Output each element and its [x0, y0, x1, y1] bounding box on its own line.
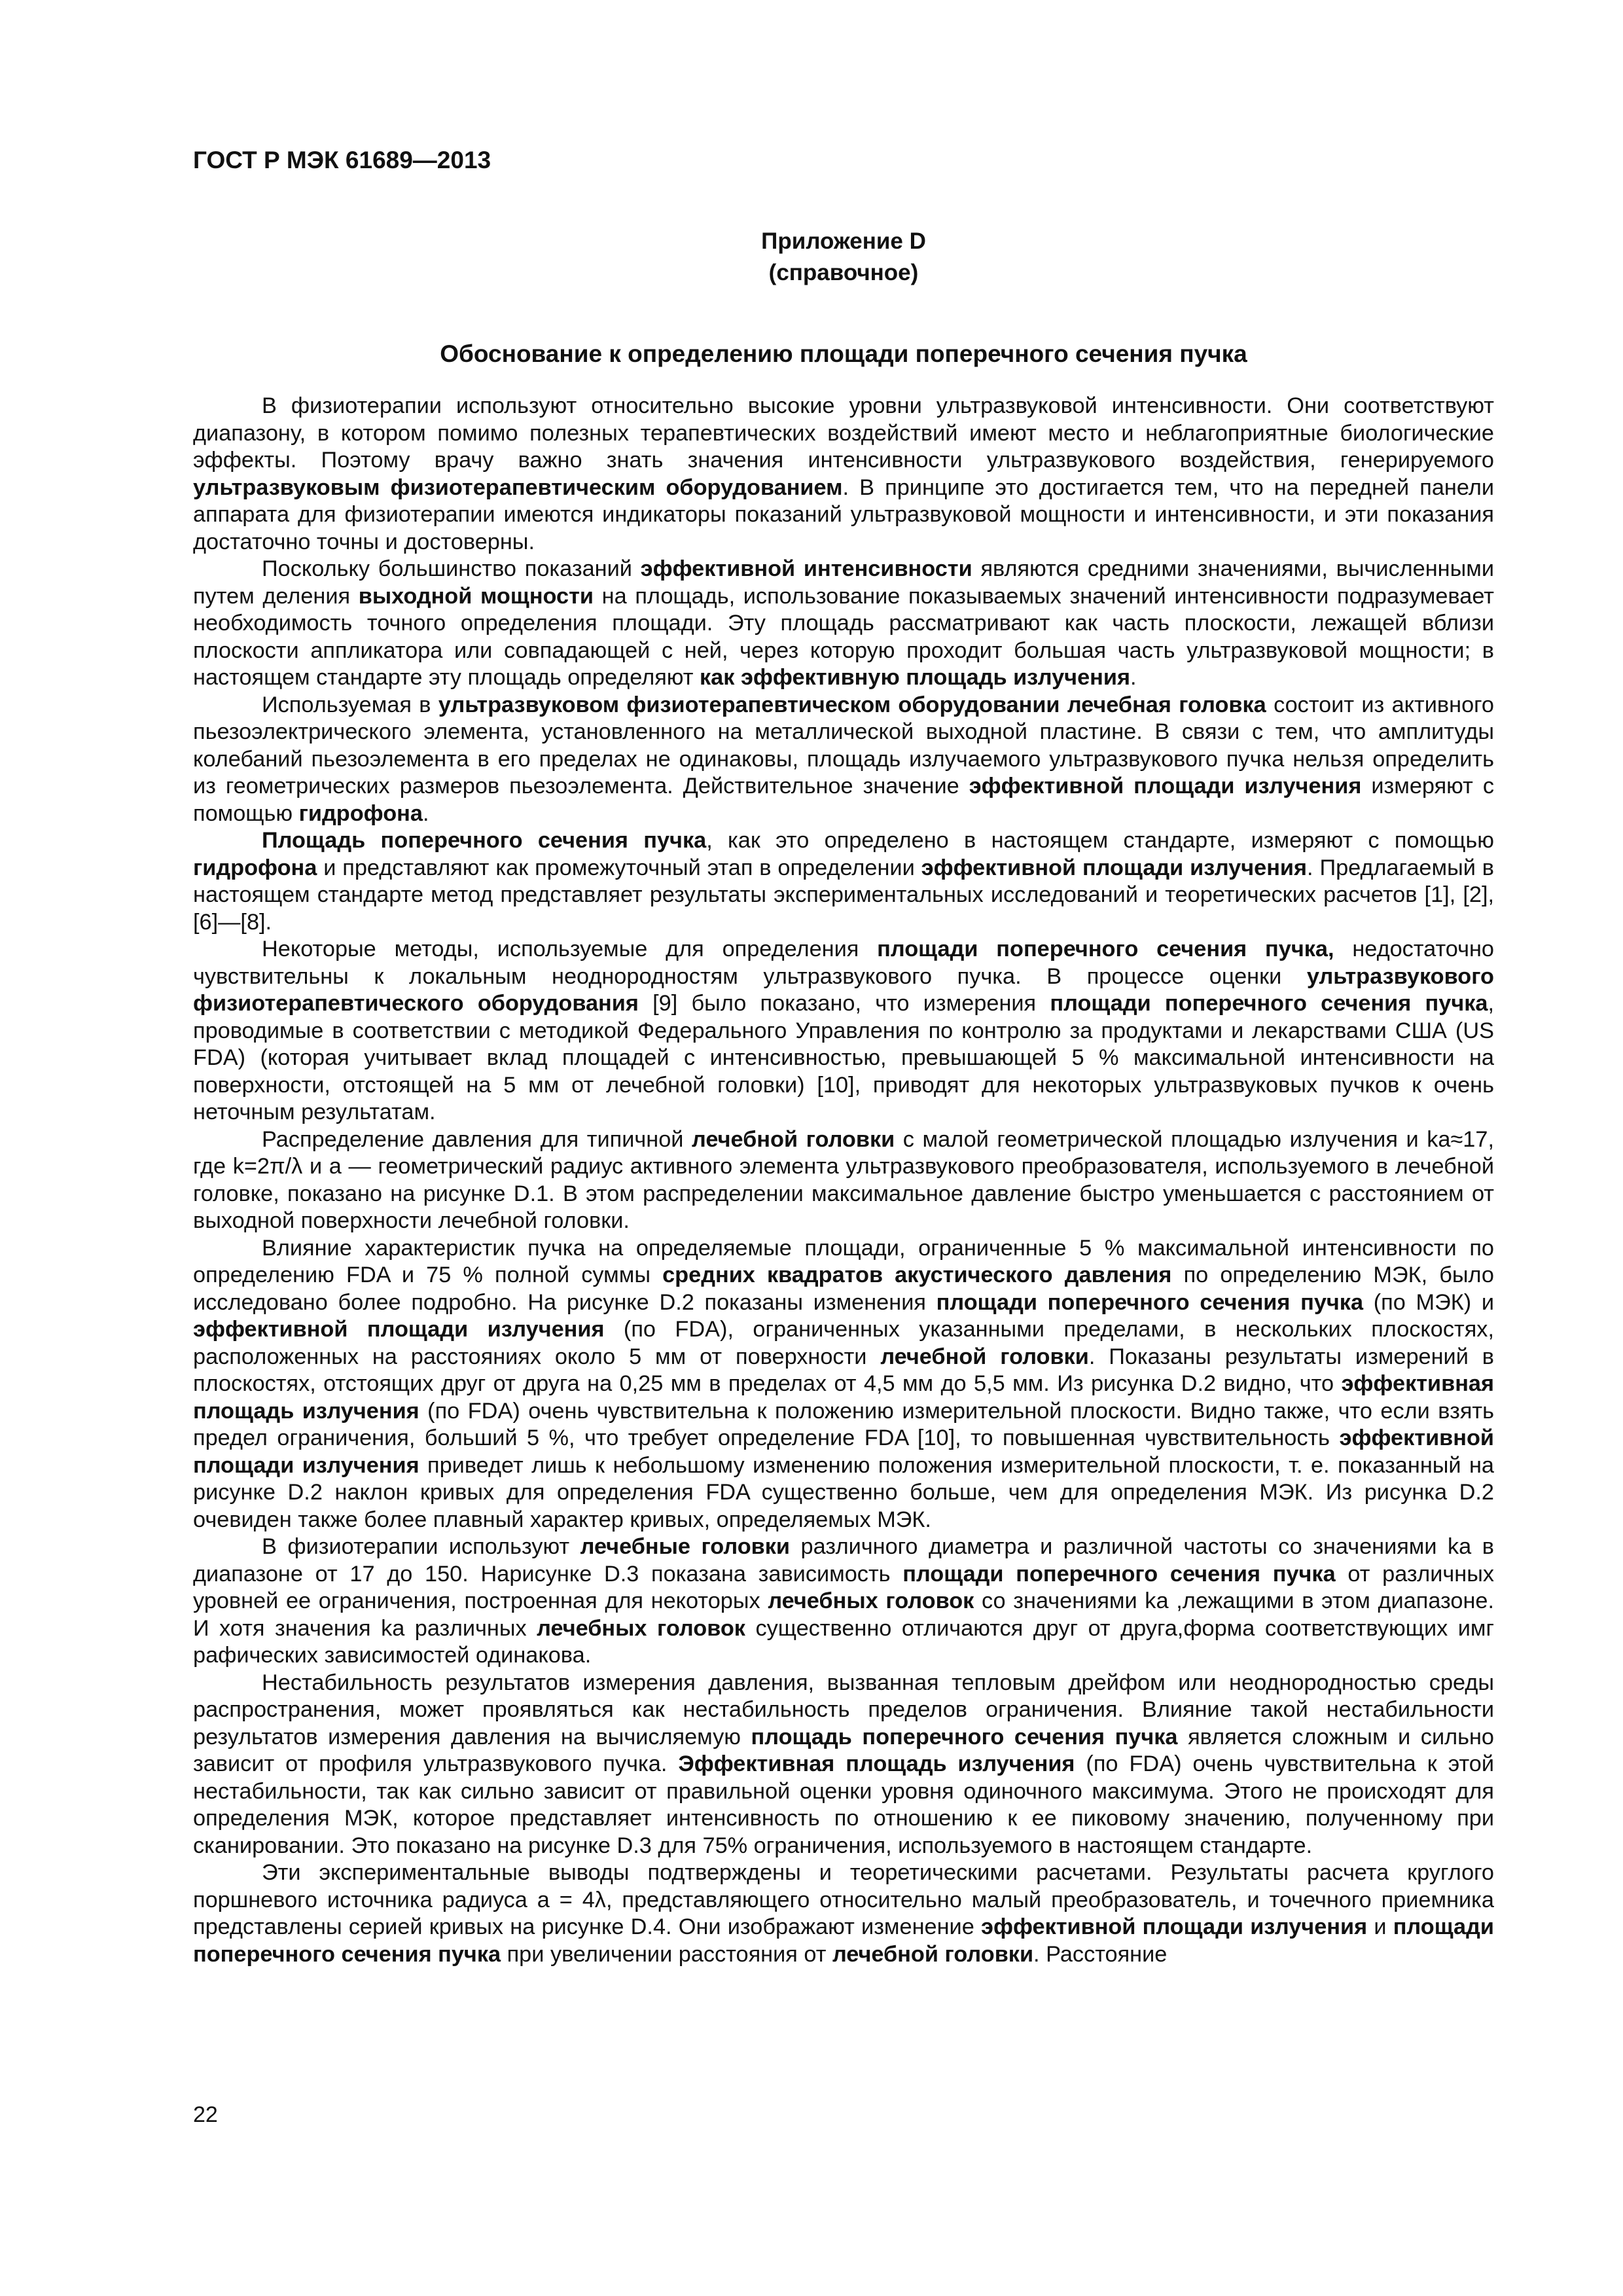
- page-number: 22: [193, 2102, 218, 2127]
- bold-term: лечебной головки: [692, 1126, 895, 1152]
- text-run: Нестабильность результатов измерения давления, вызванная тепловым дрейфом или неоднородностью среды распространения, может проявляться как нестабильность пределов ограничения. Влияние такой нестабильности результатов измерения давления на вычисляемую: [193, 1670, 1494, 1749]
- paragraph: [193, 1126, 1494, 1235]
- paragraph: [193, 1670, 1494, 1860]
- text-run: Эти экспериментальные выводы подтверждены и теоретическими расчетами. Результаты расчета круглого поршневого источника радиуса a = 4λ, представляющего относительно малый преобразователь, и точечного приемника представлены серией кривых на рисунке D.4. Они изображают изменение: [193, 1860, 1494, 1939]
- text-run: Влияние характеристик пучка на определяемые площади, ограниченные 5 % максимальной интенсивности по определению FDA и 75 % полной суммы: [193, 1235, 1494, 1287]
- text-run: (по FDA) очень чувствительна к положению измерительной плоскости. Видно также, что если взять предел ограничения, больший 5 %, что требует определение FDA [10], то повышенная чувствительность: [193, 1398, 1494, 1450]
- text-run: с малой геометрической площадью излучения и ka≈17, где k=2π/λ и a — геометрический радиус активного элемента ультразвукового преобразователя, используемого в лечебной головке, показано на рисунке D.1. В этом распределении максимальное давление быстро уменьшается с расстоянием от выходной поверхности лечебной головки.: [193, 1126, 1494, 1233]
- text-run: Поскольку большинство показаний: [262, 556, 641, 581]
- text-run: (по FDA), ограниченных указанными пределами, в нескольких плоскостях, расположенных на расстояниях около 5 мм от поверхности: [193, 1317, 1494, 1369]
- text-run: Распределение давления для типичной: [262, 1126, 692, 1152]
- body-text: [193, 393, 1494, 1968]
- bold-term: как эффективную площадь излучения: [700, 665, 1130, 690]
- text-run: (по МЭК) и: [1363, 1289, 1495, 1315]
- bold-term: лечебных головок: [537, 1615, 745, 1641]
- paragraph: [193, 936, 1494, 1126]
- bold-term: площади поперечного сечения пучка: [1050, 991, 1488, 1016]
- text-run: существенно отличаются друг от друга,форма соответствующих имг рафических зависимостей одинакова.: [193, 1615, 1495, 1668]
- annex-header: [193, 226, 1494, 289]
- paragraph: [193, 1534, 1494, 1670]
- bold-term: ультразвуковом физиотерапевтическом оборудовании лечебная головка: [438, 692, 1266, 717]
- text-run: Некоторые методы, используемые для определения: [262, 937, 878, 961]
- standard-id: ГОСТ Р МЭК 61689—2013: [193, 147, 491, 173]
- text-run: от различных уровней ее ограничения, построенная для некоторых: [193, 1561, 1494, 1613]
- bold-term: площадь поперечного сечения пучка: [751, 1724, 1178, 1749]
- text-run: В физиотерапии используют: [262, 1534, 580, 1559]
- bold-term: эффективная площадь излучения: [193, 1371, 1494, 1424]
- text-run: состоит из активного пьезоэлектрического элемента, установленного на металлической выходной пластине. В связи с тем, что амплитуды колебаний пьезоэлемента в его пределах не одинаковы, площадь излучаемого ультразвукового пучка нельзя определить из геометрических размеров пьезоэлемента. Действительное значение: [193, 692, 1494, 798]
- paragraph: [193, 556, 1494, 692]
- text-run: недостаточно чувствительны к локальным неоднородностям ультразвукового пучка. В процессе оценки: [193, 937, 1494, 989]
- text-run: являются средними значениями, вычисленными путем деления: [193, 556, 1495, 609]
- bold-term: выходной мощности: [358, 583, 594, 609]
- text-run: . Показаны результаты измерений в плоскостях, отстоящих друг от друга на 0,25 мм в пределах от 4,5 мм до 5,5 мм. Из рисунка D.2 видно, что: [193, 1344, 1494, 1396]
- bold-term: гидрофона: [193, 855, 317, 880]
- text-run: приведет лишь к небольшому изменению положения измерительной плоскости, т. е. показанный на рисунке D.2 наклон кривых для определения FDA существенно больше, чем для определения МЭК. Из рисунка D.2 очевиден также более плавный характер кривых, определяемых МЭК.: [193, 1452, 1495, 1532]
- paragraph: [193, 1235, 1494, 1534]
- bold-term: эффективной площади излучения: [193, 1317, 605, 1342]
- bold-term: эффективной площади излучения: [193, 1426, 1494, 1478]
- text-run: .: [1130, 665, 1137, 690]
- bold-term: ультразвуковым физиотерапевтическим оборудованием: [193, 475, 843, 500]
- text-run: и: [1367, 1914, 1393, 1939]
- bold-term: лечебные головки: [580, 1534, 790, 1559]
- text-run: при увеличении расстояния от: [501, 1941, 832, 1967]
- text-run: со значениями ka ,лежащими в этом диапазоне. И хотя значения ka различных: [193, 1588, 1494, 1641]
- annex-title: Приложение D: [761, 228, 926, 254]
- text-run: . Расстояние: [1033, 1941, 1168, 1967]
- paragraph: [193, 692, 1494, 828]
- section-heading: Обоснование к определению площади поперечного сечения пучка: [440, 340, 1247, 367]
- text-run: . Предлагаемый в настоящем стандарте метод представляет результаты экспериментальных исследований и теоретических расчетов [1], [2], [6]—[8].: [193, 855, 1494, 935]
- text-run: . В принципе это достигается тем, что на передней панели аппарата для физиотерапии имеются индикаторы показаний ультразвуковой мощности и интенсивности, и эти показания достаточно точны и достоверны.: [193, 475, 1494, 554]
- bold-term: лечебной головки: [832, 1941, 1034, 1967]
- bold-term: площади поперечного сечения пучка: [193, 1914, 1494, 1967]
- bold-term: гидрофона: [298, 800, 423, 826]
- bold-term: Эффективная площадь излучения: [678, 1751, 1075, 1776]
- bold-term: Площадь поперечного сечения пучка: [262, 828, 707, 853]
- bold-term: эффективной площади излучения: [969, 774, 1362, 798]
- text-run: В физиотерапии используют относительно высокие уровни ультразвуковой интенсивности. Они соответствуют диапазону, в котором помимо полезных терапевтических воздействий имеют место и неблагоприятные биологические эффекты. Поэтому врачу важно знать значения интенсивности ультразвукового воздействия, генерируемого: [193, 393, 1494, 473]
- bold-term: эффективной интенсивности: [640, 556, 972, 581]
- bold-term: площади поперечного сечения пучка: [902, 1561, 1336, 1587]
- bold-term: лечебных головок: [768, 1588, 974, 1613]
- annex-type: (справочное): [768, 260, 919, 285]
- text-run: .: [422, 800, 429, 826]
- bold-term: эффективной площади излучения: [981, 1914, 1368, 1939]
- text-run: различного диаметра и различной частоты со значениями ka в диапазоне от 17 до 150. Нарисунке D.3 показана зависимость: [193, 1534, 1494, 1587]
- bold-term: площади поперечного сечения пучка: [936, 1289, 1364, 1315]
- text-run: , проводимые в соответствии с методикой Федерального Управления по контролю за продуктами и лекарствами США (US FDA) (которая учитывает вклад площадей с интенсивностью, превышающей 5 % максимальной интенсивности на поверхности, отстоящей на 5 мм от лечебной головки) [10], приводят для некоторых ультразвуковых пучков к очень неточным результатам.: [193, 991, 1495, 1124]
- text-run: по определению МЭК, было исследовано более подробно. На рисунке D.2 показаны изменения: [193, 1263, 1495, 1315]
- paragraph: [193, 827, 1494, 936]
- paragraph: [193, 393, 1494, 556]
- text-run: , как это определено в настоящем стандарте, измеряют с помощью: [706, 828, 1495, 853]
- text-run: и представляют как промежуточный этап в определении: [317, 855, 921, 880]
- bold-term: площади поперечного сечения пучка,: [877, 937, 1334, 961]
- bold-term: средних квадратов акустического давления: [662, 1263, 1172, 1287]
- text-run: на площадь, использование показываемых значений интенсивности подразумевает необходимость точного определения площади. Эту площадь рассматривают как часть плоскости, лежащей вблизи плоскости аппликатора или совпадающей с ней, через которую проходит большая часть ультразвуковой мощности; в настоящем стандарте эту площадь определяют: [193, 583, 1494, 690]
- paragraph: [193, 1859, 1494, 1968]
- text-run: измеряют с помощью: [193, 774, 1494, 826]
- bold-term: эффективной площади излучения: [921, 855, 1308, 880]
- text-run: Используемая в: [262, 692, 438, 717]
- text-run: [9] было показано, что измерения: [638, 991, 1050, 1016]
- bold-term: ультразвукового физиотерапевтического оборудования: [193, 963, 1494, 1016]
- text-run: (по FDA) очень чувствительна к этой нестабильности, так как сильно зависит от правильной оценки уровня одиночного максимума. Этого не происходят для определения МЭК, которое представляет интенсивность по отношению к ее пиковому значению, полученному при сканировании. Это показано на рисунке D.3 для 75% ограничения, используемого в настоящем стандарте.: [193, 1751, 1495, 1858]
- text-run: является сложным и сильно зависит от профиля ультразвукового пучка.: [193, 1724, 1495, 1776]
- bold-term: лечебной головки: [880, 1344, 1089, 1369]
